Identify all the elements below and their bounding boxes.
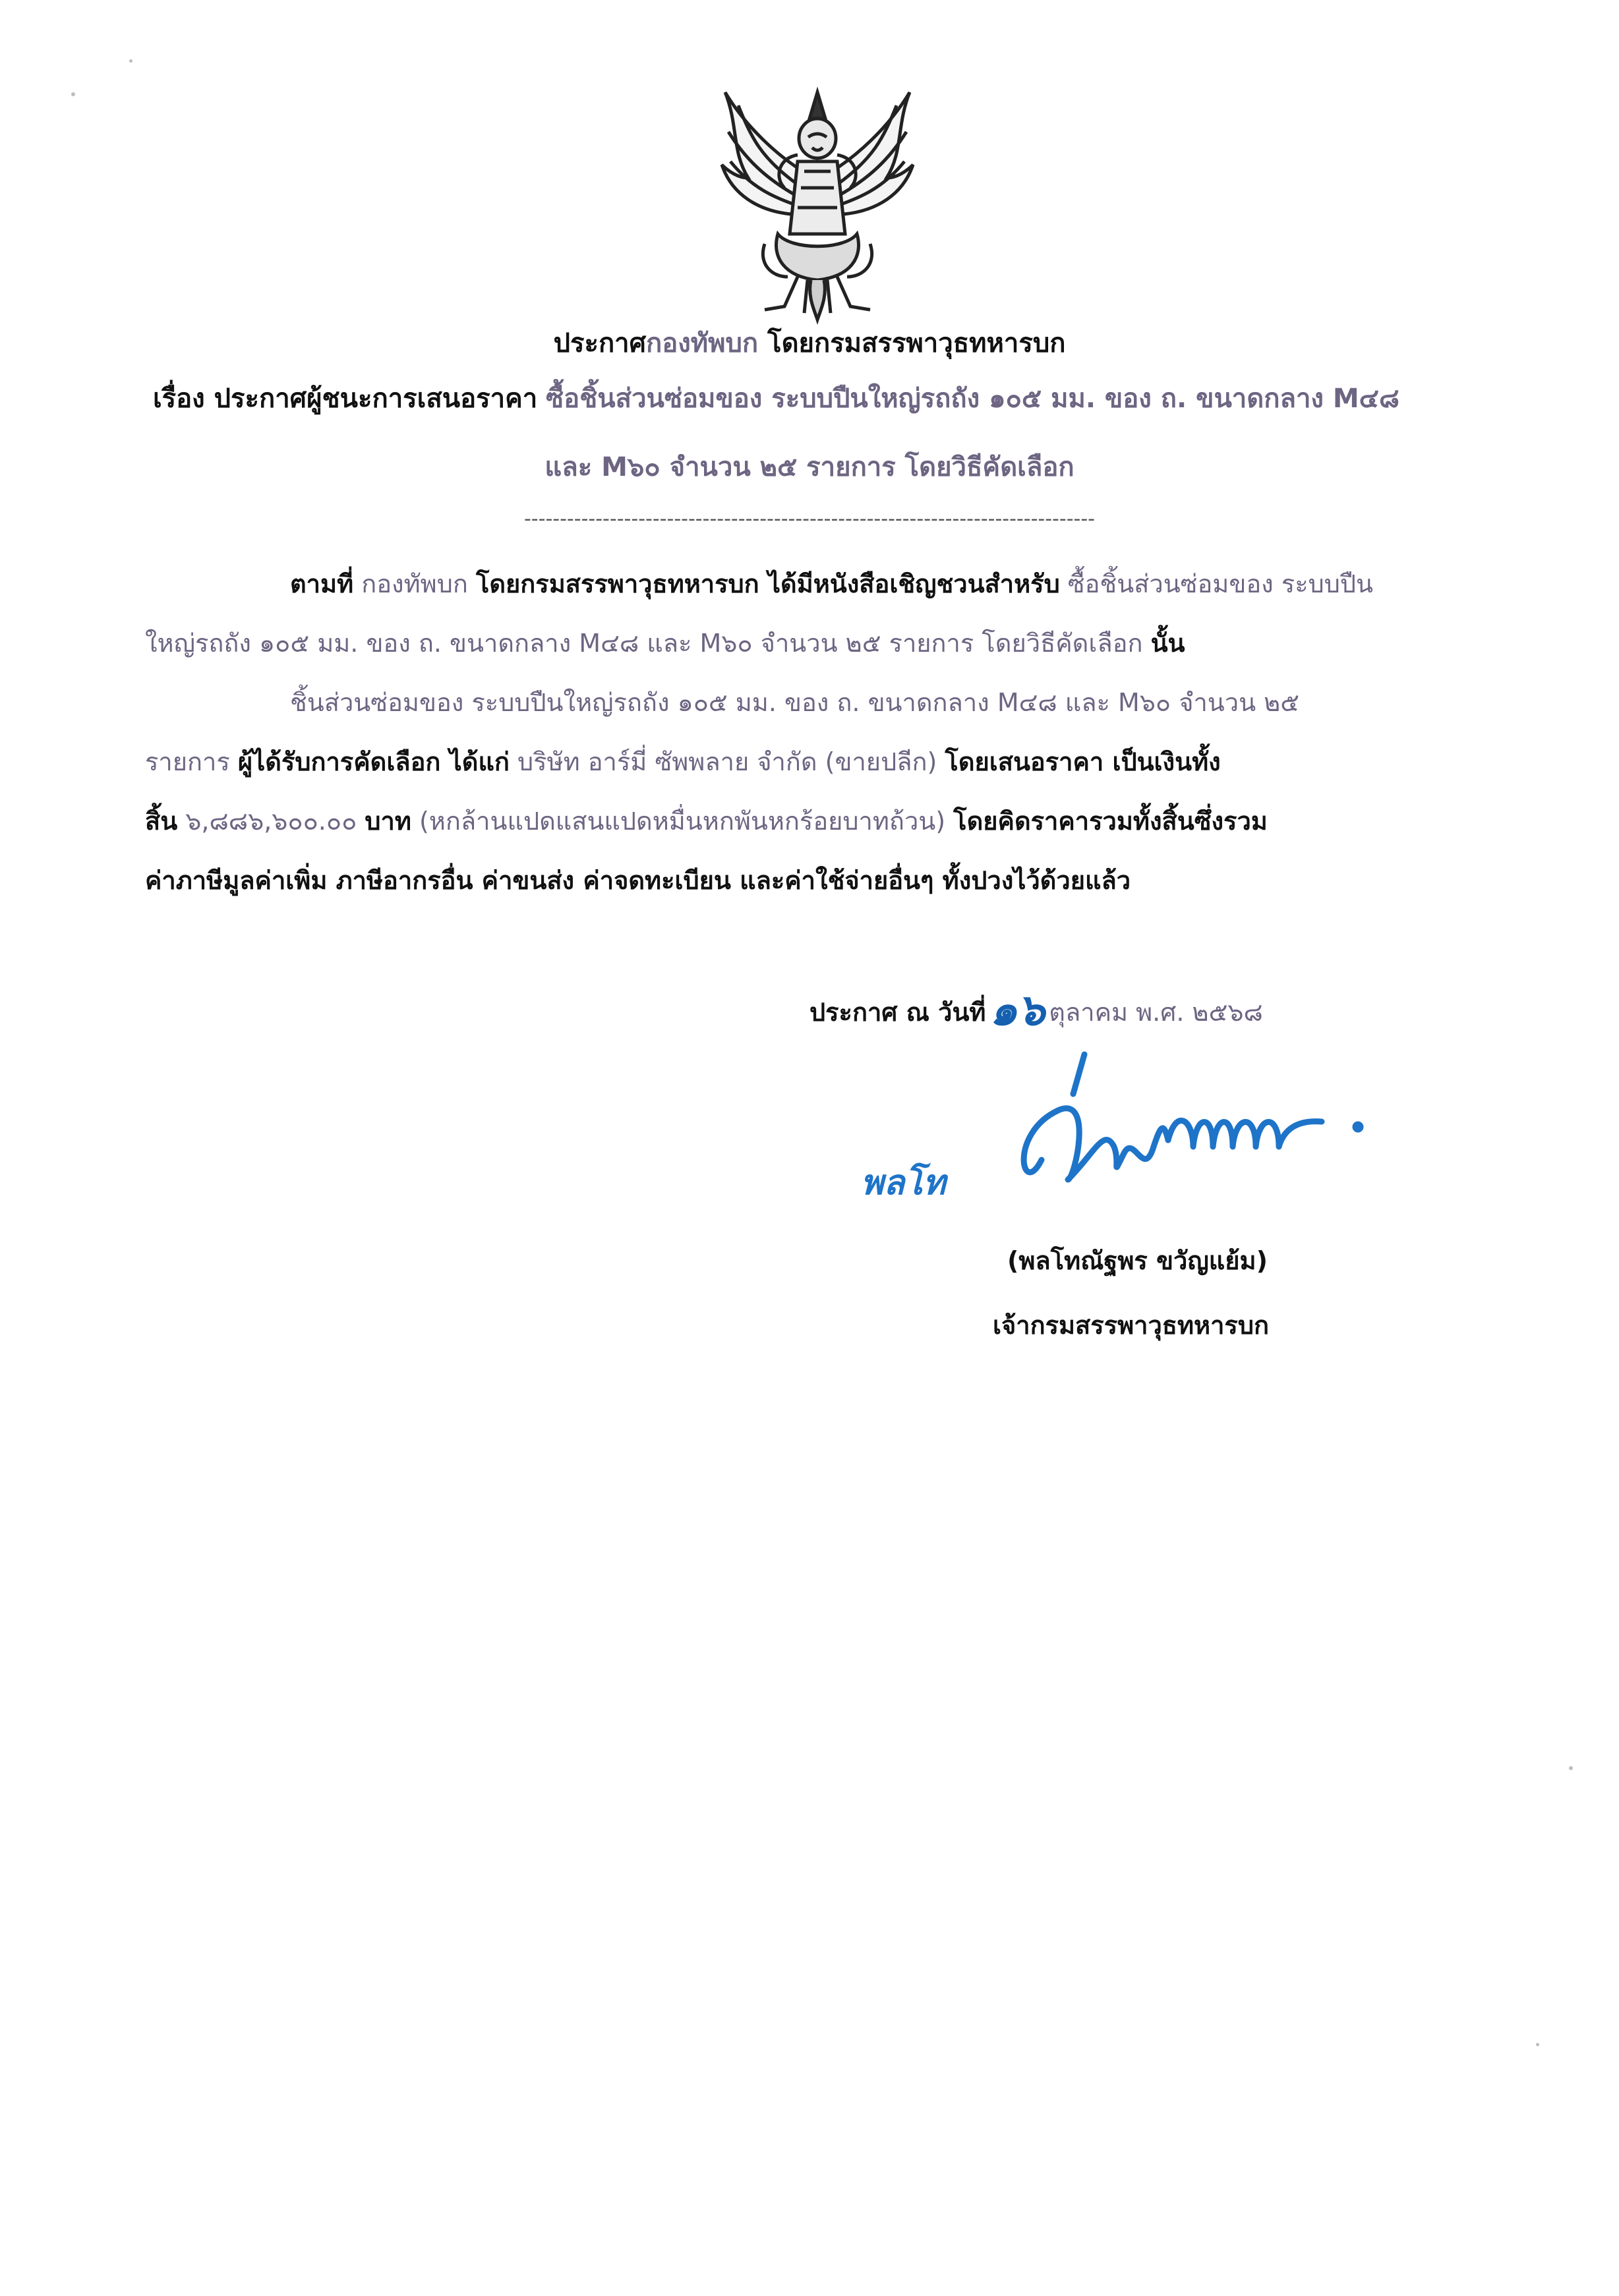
date-prefix: ประกาศ ณ วันที่	[810, 998, 986, 1027]
subject-line-2: และ M๖๐ จำนวน ๒๕ รายการ โดยวิธีคัดเลือก	[545, 452, 1074, 482]
scan-speck	[71, 92, 75, 96]
paragraph2-line4: ค่าภาษีมูลค่าเพิ่ม ภาษีอากรอื่น ค่าขนส่ง ค่าจดทะเบียน และค่าใช้จ่ายอื่นๆ ทั้งปวงไว้ด้วยแล้ว	[145, 866, 1131, 895]
heading-agency: กองทัพบก	[646, 328, 759, 359]
p2-amount: ๖,๘๘๖,๖๐๐.๐๐	[185, 807, 357, 836]
subject-line-1	[153, 377, 1399, 419]
separator-line: --------------------------------------------------------------------------------	[523, 507, 1095, 531]
p1-text-a: ตามที่	[290, 569, 354, 598]
p1-text-c: โดยกรมสรรพาวุธทหารบก ได้มีหนังสือเชิญชวนสำหรับ	[475, 569, 1060, 598]
date-month-year: ตุลาคม พ.ศ. ๒๕๖๘	[1049, 998, 1263, 1027]
p2-included-label: โดยคิดราคารวมทั้งสิ้นซึ่งรวม	[953, 807, 1268, 836]
paragraph1-line1	[290, 563, 1373, 604]
p1-agency: กองทัพบก	[361, 569, 468, 598]
signatory-name: (พลโทณัฐพร ขวัญแย้ม)	[1007, 1246, 1268, 1275]
p2-total-label: สิ้น	[145, 807, 178, 836]
paragraph2-line3	[145, 801, 1268, 841]
paragraph2-line2	[145, 741, 1221, 782]
p1-item-cont: ใหญ่รถถัง ๑๐๕ มม. ของ ถ. ขนาดกลาง M๔๘ และ M๖๐ จำนวน ๒๕ รายการ โดยวิธีคัดเลือก	[145, 629, 1143, 658]
scan-speck	[1569, 1766, 1573, 1770]
p2-amount-words: (หกล้านแปดแสนแปดหมื่นหกพันหกร้อยบาทถ้วน)	[419, 807, 946, 836]
subject-label: เรื่อง ประกาศผู้ชนะการเสนอราคา	[153, 384, 538, 414]
p2-offer-label: โดยเสนอราคา เป็นเงินทั้ง	[945, 747, 1221, 776]
p1-end: นั้น	[1150, 629, 1185, 658]
p2-company: บริษัท อาร์มี่ ซัพพลาย จำกัด (ขายปลีก)	[517, 747, 937, 776]
p2-currency: บาท	[365, 807, 411, 836]
subject-item: ซื้อชิ้นส่วนซ่อมของ ระบบปืนใหญ่รถถัง ๑๐๕ มม. ของ ถ. ขนาดกลาง M๔๘	[545, 384, 1399, 414]
p1-item: ซื้อชิ้นส่วนซ่อมของ ระบบปืน	[1067, 569, 1373, 598]
garuda-emblem-icon	[699, 79, 936, 326]
heading-prefix: ประกาศ	[553, 328, 647, 359]
handwritten-signature	[995, 1048, 1391, 1206]
signature-rank-handwritten: พลโท	[861, 1163, 946, 1203]
paragraph1-line2	[145, 623, 1185, 663]
scan-speck	[1536, 2043, 1539, 2046]
scan-speck	[129, 59, 132, 63]
signatory-position: เจ้ากรมสรรพาวุธทหารบก	[993, 1311, 1269, 1340]
p2-items-label: รายการ	[145, 747, 230, 776]
paragraph2-line1: ชิ้นส่วนซ่อมของ ระบบปืนใหญ่รถถัง ๑๐๕ มม. ของ ถ. ขนาดกลาง M๔๘ และ M๖๐ จำนวน ๒๕	[290, 688, 1299, 717]
p2-selected-label: ผู้ได้รับการคัดเลือก ได้แก่	[237, 747, 510, 776]
announcement-heading	[0, 322, 1619, 364]
announcement-date	[810, 975, 1263, 1045]
heading-department: โดยกรมสรรพาวุธทหารบก	[767, 328, 1066, 359]
date-day-handwritten: ๑๖	[989, 984, 1045, 1035]
